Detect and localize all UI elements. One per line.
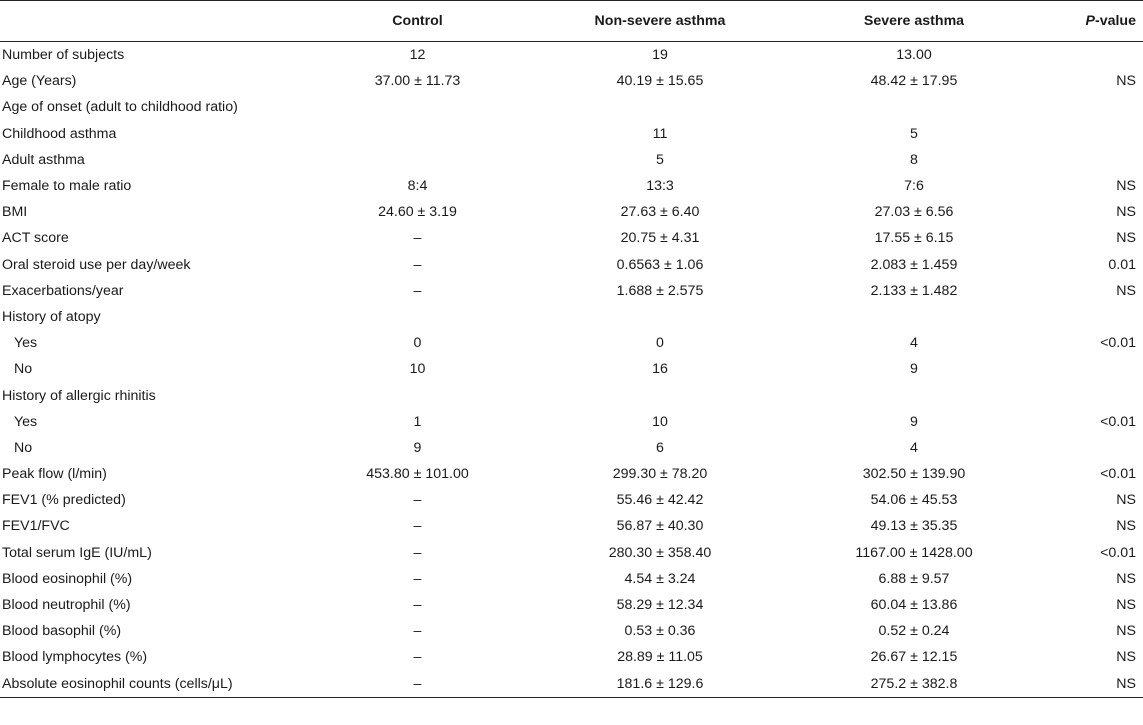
- cell-non-severe-asthma: 27.63 ± 6.40: [620, 204, 700, 221]
- cell-p-value: [1033, 147, 1143, 173]
- cell-severe-asthma: 49.13 ± 35.35: [870, 518, 958, 535]
- table-row: [0, 68, 1143, 94]
- row-label: Age (Years): [2, 73, 77, 90]
- row-label: Oral steroid use per day/week: [2, 256, 191, 273]
- cell-severe-asthma: 1167.00 ± 1428.00: [855, 544, 973, 561]
- cell-severe-asthma: 4: [910, 439, 918, 456]
- cell-control: [310, 382, 525, 408]
- cell-severe-asthma: 13.00: [896, 47, 932, 64]
- cell-non-severe-asthma: 55.46 ± 42.42: [616, 492, 704, 509]
- table-row: [0, 382, 1143, 408]
- cell-severe-asthma: 0.52 ± 0.24: [878, 623, 950, 640]
- cell-p-value: NS: [1116, 178, 1136, 195]
- cell-control: 37.00 ± 11.73: [374, 73, 461, 90]
- cell-control: 453.80 ± 101.00: [366, 466, 469, 483]
- cell-p-value: [1033, 435, 1143, 461]
- table-row: [0, 199, 1143, 225]
- cell-non-severe-asthma: 20.75 ± 4.31: [620, 230, 700, 247]
- table-row: [0, 252, 1143, 278]
- cell-control: –: [310, 671, 525, 698]
- cell-severe-asthma: 6.88 ± 9.57: [878, 570, 950, 587]
- row-label: Childhood asthma: [2, 125, 117, 142]
- header-severe-asthma: Severe asthma: [795, 1, 1033, 42]
- cell-severe-asthma: 5: [910, 125, 918, 142]
- row-label: History of allergic rhinitis: [2, 387, 156, 404]
- cell-p-value: NS: [1116, 518, 1136, 535]
- row-label: Blood lymphocytes (%): [2, 649, 148, 666]
- header-control: Control: [310, 1, 525, 42]
- cell-p-value: NS: [1116, 597, 1136, 614]
- cell-p-value: <0.01: [1100, 413, 1136, 430]
- cell-control: 12: [409, 47, 426, 64]
- cell-non-severe-asthma: 28.89 ± 11.05: [617, 649, 703, 666]
- table-row: [0, 487, 1143, 513]
- cell-control: –: [413, 649, 422, 666]
- table-row: [0, 278, 1143, 304]
- cell-severe-asthma: 60.04 ± 13.86: [870, 597, 958, 614]
- cell-control: –: [413, 256, 422, 273]
- cell-severe-asthma: 17.55 ± 6.15: [874, 230, 954, 247]
- cell-p-value: NS: [1116, 623, 1136, 640]
- cell-p-value: [1033, 356, 1143, 382]
- cell-non-severe-asthma: 11: [652, 125, 668, 142]
- cell-p-value: [1033, 42, 1143, 69]
- cell-control: 1: [413, 413, 422, 430]
- cell-control: –: [413, 597, 422, 614]
- cell-non-severe-asthma: 0.6563 ± 1.06: [616, 256, 704, 273]
- table-row: [0, 121, 1143, 147]
- cell-non-severe-asthma: 6: [656, 439, 664, 456]
- cell-severe-asthma: 302.50 ± 139.90: [862, 466, 966, 483]
- cell-control: 10: [409, 361, 426, 378]
- cell-non-severe-asthma: 299.30 ± 78.20: [612, 466, 708, 483]
- cell-control: –: [413, 492, 422, 509]
- row-label: No: [14, 439, 33, 456]
- row-label: BMI: [2, 204, 28, 221]
- cell-non-severe-asthma: 0.53 ± 0.36: [624, 623, 696, 640]
- row-label: Blood eosinophil (%): [2, 570, 133, 587]
- row-label: Blood basophil (%): [2, 623, 122, 640]
- cell-severe-asthma: 2.133 ± 1.482: [870, 282, 958, 299]
- cell-non-severe-asthma: 40.19 ± 15.65: [616, 73, 704, 90]
- table-row: [0, 618, 1143, 644]
- cell-p-value: [1033, 382, 1143, 408]
- cell-p-value: NS: [1116, 282, 1136, 299]
- cell-non-severe-asthma: 19: [652, 47, 668, 64]
- cell-p-value: <0.01: [1100, 335, 1136, 352]
- cell-severe-asthma: 7:6: [904, 178, 924, 195]
- header-p-value-italic: P: [1085, 13, 1095, 29]
- cell-non-severe-asthma: [525, 304, 795, 330]
- table-row: [0, 173, 1143, 199]
- row-label: History of atopy: [2, 308, 101, 325]
- table-row: [0, 435, 1143, 461]
- cell-severe-asthma: 54.06 ± 45.53: [870, 492, 958, 509]
- cell-p-value: NS: [1116, 230, 1136, 247]
- table-row: [0, 592, 1143, 618]
- table-row: [0, 356, 1143, 382]
- table-row: [0, 461, 1143, 487]
- cell-p-value: NS: [1033, 671, 1143, 698]
- row-label: Female to male ratio: [2, 178, 132, 195]
- cell-control: –: [413, 230, 422, 247]
- cell-non-severe-asthma: 4.54 ± 3.24: [624, 570, 696, 587]
- cell-control: [310, 121, 525, 147]
- row-label: No: [14, 361, 33, 378]
- cell-severe-asthma: [795, 94, 1033, 120]
- row-label: Number of subjects: [2, 47, 125, 64]
- table-row: [0, 42, 1143, 69]
- cell-control: –: [413, 570, 422, 587]
- table-row: [0, 225, 1143, 251]
- cell-non-severe-asthma: [525, 94, 795, 120]
- cell-severe-asthma: 8: [910, 151, 918, 168]
- table-row: [0, 540, 1143, 566]
- cell-non-severe-asthma: 0: [656, 335, 664, 352]
- table-row: [0, 147, 1143, 173]
- header-p-value-suffix: -value: [1094, 13, 1136, 29]
- cell-non-severe-asthma: 10: [652, 413, 668, 430]
- cell-p-value: [1033, 121, 1143, 147]
- header-p-value: [1033, 1, 1143, 42]
- table-header: [0, 1, 1143, 42]
- cell-control: –: [413, 623, 422, 640]
- table-row: [0, 566, 1143, 592]
- cell-p-value: NS: [1116, 492, 1136, 509]
- cell-control: 0: [413, 335, 422, 352]
- cell-severe-asthma: 48.42 ± 17.95: [870, 73, 958, 90]
- cell-p-value: 0.01: [1108, 256, 1136, 273]
- header-non-severe-asthma: Non-severe asthma: [525, 1, 795, 42]
- row-label: Blood neutrophil (%): [2, 597, 131, 614]
- cell-non-severe-asthma: 16: [652, 361, 668, 378]
- cell-p-value: [1033, 94, 1143, 120]
- cell-p-value: <0.01: [1100, 544, 1136, 561]
- cell-non-severe-asthma: 181.6 ± 129.6: [525, 671, 795, 698]
- row-label: Yes: [14, 335, 38, 352]
- row-label: Adult asthma: [2, 151, 85, 168]
- row-label: FEV1 (% predicted): [2, 492, 126, 509]
- cell-non-severe-asthma: [525, 382, 795, 408]
- cell-severe-asthma: 9: [910, 361, 918, 378]
- header-label: [0, 1, 310, 42]
- row-label: Peak flow (l/min): [2, 466, 107, 483]
- cell-severe-asthma: [795, 304, 1033, 330]
- cell-p-value: NS: [1116, 570, 1136, 587]
- table-row: [0, 94, 1143, 120]
- cell-control: –: [413, 544, 422, 561]
- header-row: [0, 1, 1143, 42]
- cell-severe-asthma: 2.083 ± 1.459: [870, 256, 958, 273]
- cell-control: [310, 147, 525, 173]
- cell-control: 8:4: [407, 178, 428, 195]
- cell-severe-asthma: 27.03 ± 6.56: [874, 204, 954, 221]
- cell-control: 9: [413, 439, 422, 456]
- table-row: [0, 671, 1143, 698]
- cell-p-value: NS: [1116, 204, 1136, 221]
- table-body: [0, 42, 1143, 698]
- cell-control: 24.60 ± 3.19: [378, 204, 457, 221]
- row-label: Absolute eosinophil counts (cells/μL): [0, 671, 310, 698]
- row-label: FEV1/FVC: [2, 518, 70, 535]
- cell-control: –: [413, 518, 422, 535]
- table-row: [0, 409, 1143, 435]
- row-label: ACT score: [2, 230, 69, 247]
- cell-non-severe-asthma: 280.30 ± 358.40: [608, 544, 712, 561]
- row-label: Yes: [14, 413, 38, 430]
- cell-control: [310, 304, 525, 330]
- cell-severe-asthma: [795, 382, 1033, 408]
- cell-p-value: NS: [1116, 649, 1136, 666]
- cell-control: [310, 94, 525, 120]
- cell-p-value: [1033, 304, 1143, 330]
- table-row: [0, 304, 1143, 330]
- table-row: [0, 644, 1143, 670]
- row-label: Age of onset (adult to childhood ratio): [2, 99, 238, 116]
- cell-non-severe-asthma: 13:3: [646, 178, 674, 195]
- cell-control: –: [413, 282, 422, 299]
- cell-non-severe-asthma: 56.87 ± 40.30: [616, 518, 704, 535]
- row-label: Exacerbations/year: [2, 282, 124, 299]
- cell-severe-asthma: 4: [910, 335, 918, 352]
- cell-non-severe-asthma: 5: [656, 151, 664, 168]
- cell-non-severe-asthma: 58.29 ± 12.34: [616, 597, 704, 614]
- cell-p-value: NS: [1116, 73, 1136, 90]
- cell-severe-asthma: 26.67 ± 12.15: [870, 649, 958, 666]
- table-row: [0, 513, 1143, 539]
- cell-severe-asthma: 275.2 ± 382.8: [795, 671, 1033, 698]
- cell-non-severe-asthma: 1.688 ± 2.575: [616, 282, 704, 299]
- row-label: Total serum IgE (IU/mL): [2, 544, 152, 561]
- table-row: [0, 330, 1143, 356]
- cell-p-value: <0.01: [1100, 466, 1136, 483]
- cell-severe-asthma: 9: [910, 413, 918, 430]
